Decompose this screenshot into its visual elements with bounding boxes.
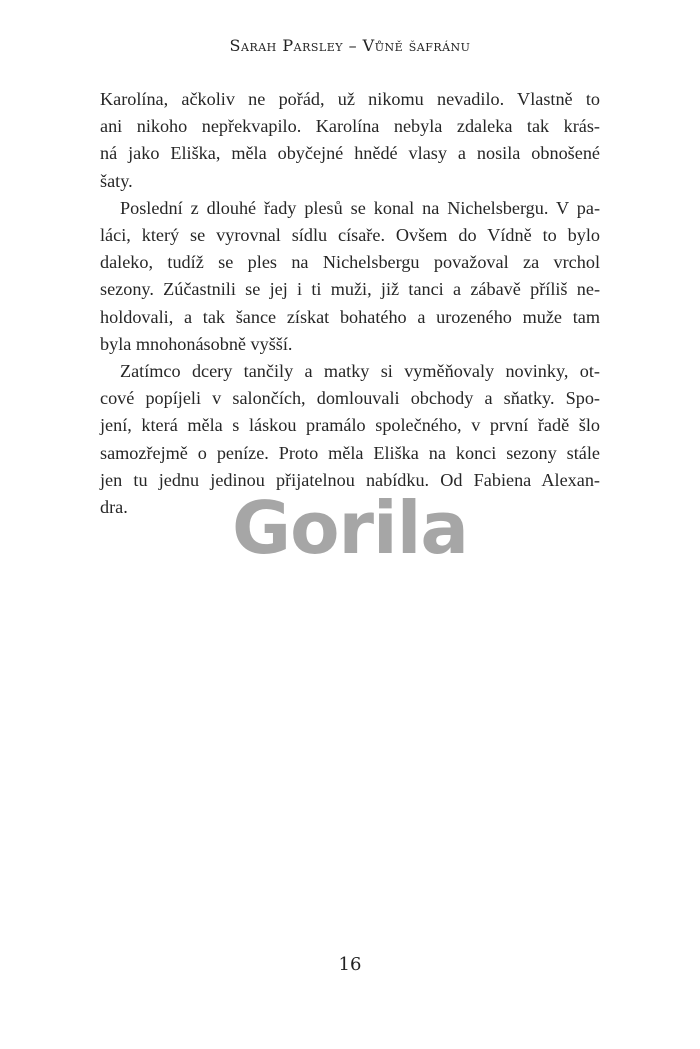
text-line: sezony. Zúčastnili se jej i ti muži, již tanci a zábavě příliš ne- xyxy=(100,279,600,300)
text-line: cové popíjeli v salončích, domlouvali obchody a sňatky. Spo- xyxy=(100,388,600,409)
text-line: jen tu jednu jedinou přijatelnou nabídku. Od Fabiena Alexan- xyxy=(100,469,600,490)
publisher-watermark: Gorila xyxy=(231,486,468,570)
text-line: daleko, tudíž se ples na Nichelsbergu považoval za vrchol xyxy=(100,252,600,273)
text-line: Poslední z dlouhé řady plesů se konal na Nichelsbergu. V pa- xyxy=(120,197,600,218)
text-line: byla mnohonásobně vyšší. xyxy=(100,333,293,354)
text-line: Zatímco dcery tančily a matky si vyměňovaly novinky, ot- xyxy=(120,361,600,382)
text-line: láci, který se vyrovnal sídlu císaře. Ovšem do Vídně to bylo xyxy=(100,225,600,246)
text-line: samozřejmě o peníze. Proto měla Eliška na konci sezony stále xyxy=(100,442,600,463)
text-line: ná jako Eliška, měla obyčejné hnědé vlasy a nosila obnošené xyxy=(100,143,600,164)
page-number: 16 xyxy=(338,954,362,975)
text-line: šaty. xyxy=(100,170,133,191)
running-header: Sarah Parsley – Vůně šafránu xyxy=(229,36,471,55)
text-line: ani nikoho nepřekvapilo. Karolína nebyla zdaleka tak krás- xyxy=(100,116,600,137)
text-line: holdovali, a tak šance získat bohatého a urozeného muže tam xyxy=(100,306,600,327)
text-line: Karolína, ačkoliv ne pořád, už nikomu nevadilo. Vlastně to xyxy=(100,89,600,109)
body-text xyxy=(100,86,600,521)
text-line: jení, která měla s láskou pramálo společného, v první řadě šlo xyxy=(100,415,600,436)
text-line: dra. xyxy=(100,497,128,518)
paragraph-1 xyxy=(100,86,600,195)
paragraph-2 xyxy=(100,195,600,358)
